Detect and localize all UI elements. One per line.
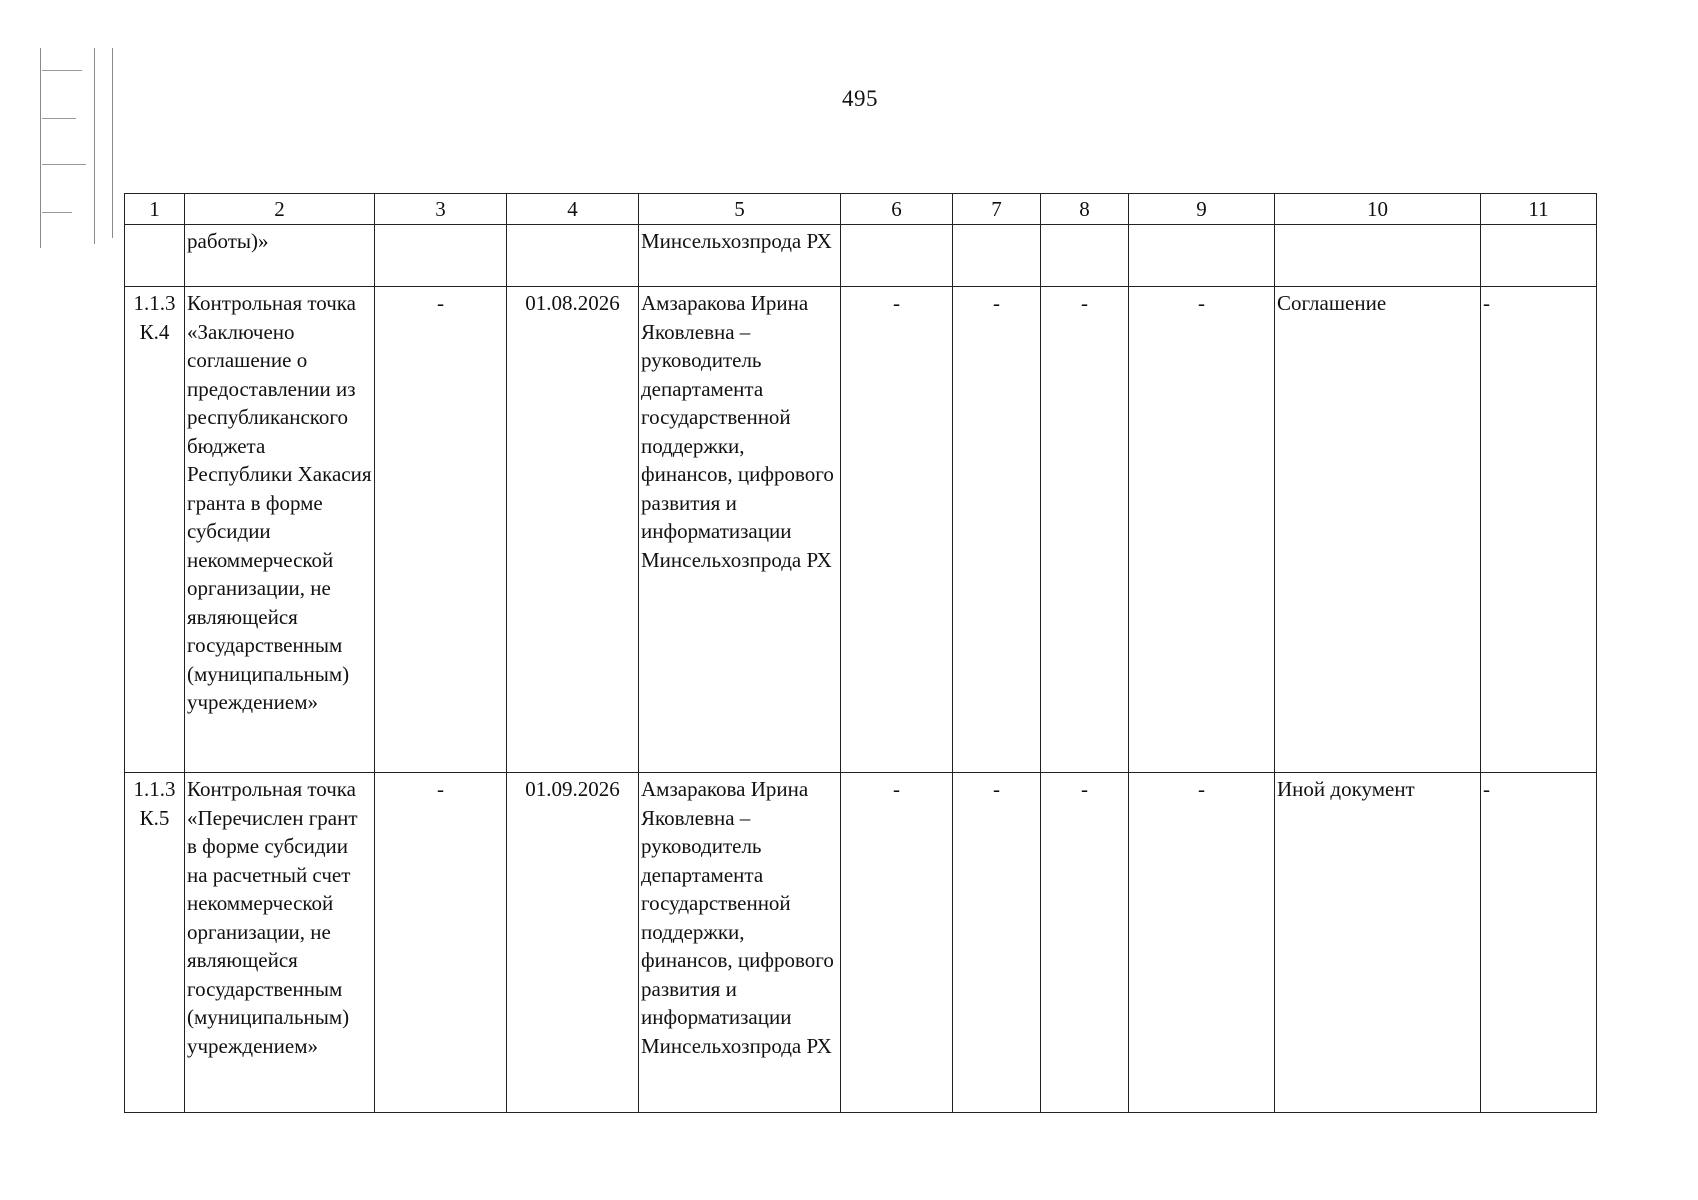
row-number xyxy=(125,225,185,287)
responsible-person: Амзаракова Ирина Яковлевна – руководитель департамента государственной поддержки, финансов, цифрового развития и информатизации Минсельхозпрода РХ xyxy=(639,773,841,1113)
column-header: 7 xyxy=(953,194,1041,225)
column-header: 4 xyxy=(507,194,639,225)
end-date: 01.08.2026 xyxy=(507,287,639,773)
event-name: Контрольная точка «Заключено соглашение о предоставлении из республиканского бюджета Республики Хакасия гранта в форме субсидии некоммерческой организации, не являющейся государственным (муниципальным) учреждением» xyxy=(185,287,375,773)
row-number: 1.1.3 К.4 xyxy=(125,287,185,773)
document-type: Соглашение xyxy=(1275,287,1481,773)
cell-col-8: - xyxy=(1041,773,1129,1113)
end-date xyxy=(507,225,639,287)
column-header: 5 xyxy=(639,194,841,225)
start-date: - xyxy=(375,287,507,773)
cell-col-7 xyxy=(953,225,1041,287)
header-row xyxy=(125,194,1597,225)
document-table xyxy=(124,193,1597,1113)
table-row xyxy=(125,287,1597,773)
event-name: Контрольная точка «Перечислен грант в форме субсидии на расчетный счет некоммерческой организации, не являющейся государственным (муниципальным) учреждением» xyxy=(185,773,375,1113)
column-header: 3 xyxy=(375,194,507,225)
cell-col-11: - xyxy=(1481,773,1597,1113)
cell-col-7: - xyxy=(953,287,1041,773)
start-date: - xyxy=(375,773,507,1113)
cell-col-8 xyxy=(1041,225,1129,287)
column-header: 10 xyxy=(1275,194,1481,225)
cell-col-9: - xyxy=(1129,773,1275,1113)
cell-col-6: - xyxy=(841,773,953,1113)
document-type: Иной документ xyxy=(1275,773,1481,1113)
column-header: 2 xyxy=(185,194,375,225)
cell-col-6 xyxy=(841,225,953,287)
start-date xyxy=(375,225,507,287)
cell-col-6: - xyxy=(841,287,953,773)
page-number: 495 xyxy=(842,86,878,111)
column-header: 6 xyxy=(841,194,953,225)
cell-col-8: - xyxy=(1041,287,1129,773)
cell-col-11: - xyxy=(1481,287,1597,773)
column-header: 11 xyxy=(1481,194,1597,225)
end-date: 01.09.2026 xyxy=(507,773,639,1113)
cell-col-9 xyxy=(1129,225,1275,287)
cell-col-7: - xyxy=(953,773,1041,1113)
cell-col-9: - xyxy=(1129,287,1275,773)
column-header: 9 xyxy=(1129,194,1275,225)
document-type xyxy=(1275,225,1481,287)
row-number: 1.1.3 К.5 xyxy=(125,773,185,1113)
table-row xyxy=(125,225,1597,287)
event-name: работы)» xyxy=(185,225,375,287)
table-row xyxy=(125,773,1597,1113)
responsible-person: Минсельхозпрода РХ xyxy=(639,225,841,287)
cell-col-11 xyxy=(1481,225,1597,287)
column-header: 8 xyxy=(1041,194,1129,225)
responsible-person: Амзаракова Ирина Яковлевна – руководитель департамента государственной поддержки, финансов, цифрового развития и информатизации Минсельхозпрода РХ xyxy=(639,287,841,773)
approval-stamp xyxy=(38,40,114,250)
column-header: 1 xyxy=(125,194,185,225)
